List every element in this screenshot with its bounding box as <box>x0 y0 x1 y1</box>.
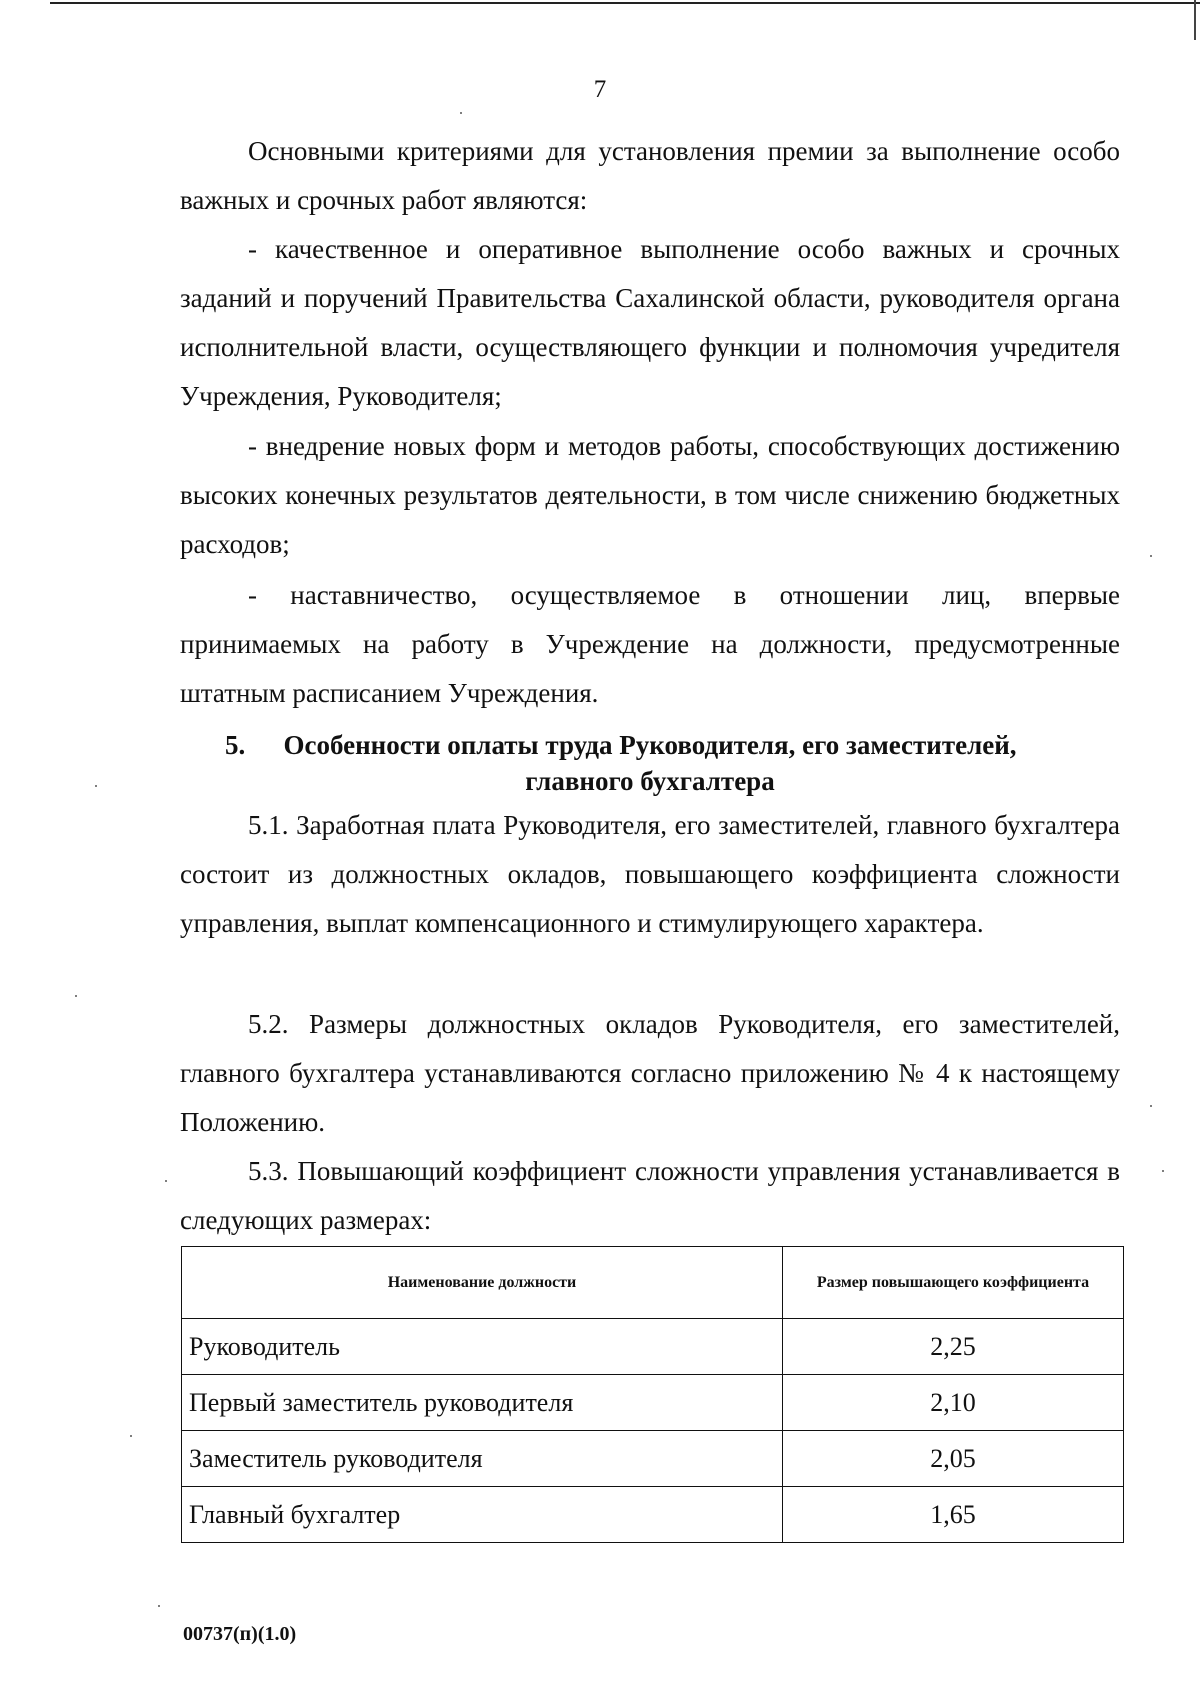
header-coefficient: Размер повышающего коэффициента <box>783 1247 1124 1319</box>
paragraph-criteria-intro: Основными критериями для установления премии за выполнение особо важных и срочных работ являются: <box>180 136 1120 215</box>
scan-right-border <box>1194 0 1196 40</box>
scan-speck <box>75 995 77 997</box>
page-number: 7 <box>593 76 607 103</box>
document-code: 00737(п)(1.0) <box>183 1623 297 1645</box>
row-position-name: Заместитель руководителя <box>182 1431 783 1487</box>
row-coefficient-value: 2,25 <box>783 1319 1124 1375</box>
clause-5-3: 5.3. Повышающий коэффициент сложности управления устанавливается в следующих размерах: <box>180 1156 1120 1235</box>
row-coefficient-value: 1,65 <box>783 1487 1124 1543</box>
row-position-name: Руководитель <box>182 1319 783 1375</box>
scan-speck <box>165 1180 167 1182</box>
row-coefficient-value: 2,10 <box>783 1375 1124 1431</box>
scan-speck <box>158 1605 160 1607</box>
table-row <box>182 1319 1124 1375</box>
row-position-name: Главный бухгалтер <box>182 1487 783 1543</box>
scan-speck <box>1150 555 1152 557</box>
table-header-row <box>182 1247 1124 1319</box>
table-row <box>182 1375 1124 1431</box>
table-row <box>182 1487 1124 1543</box>
scan-top-border <box>50 2 1200 4</box>
header-position-name: Наименование должности <box>182 1247 783 1319</box>
scan-speck <box>130 1435 132 1437</box>
scan-speck <box>95 785 97 787</box>
row-position-name: Первый заместитель руководителя <box>182 1375 783 1431</box>
clause-5-2: 5.2. Размеры должностных окладов Руководителя, его заместителей, главного бухгалтера устанавливаются согласно приложению № 4 к настоящему Положению. <box>180 1009 1120 1137</box>
paragraph-criterion-3: - наставничество, осуществляемое в отношении лиц, впервые принимаемых на работу в Учреждение на должности, предусмотренные штатным расписанием Учреждения. <box>180 580 1120 708</box>
row-coefficient-value: 2,05 <box>783 1431 1124 1487</box>
clause-5-1: 5.1. Заработная плата Руководителя, его заместителей, главного бухгалтера состоит из должностных окладов, повышающего коэффициента сложности управления, выплат компенсационного и стимулирующего характера. <box>180 810 1120 938</box>
scan-speck <box>1162 1170 1164 1172</box>
scan-speck <box>460 112 462 114</box>
table-row <box>182 1431 1124 1487</box>
section-number: 5. <box>225 730 246 760</box>
paragraph-criterion-1: - качественное и оперативное выполнение особо важных и срочных заданий и поручений Правительства Сахалинской области, руководителя органа исполнительной власти, осуществляющего функции и полномочия учредителя Учреждения, Руководителя; <box>180 234 1120 411</box>
section-title-line-2: главного бухгалтера <box>525 766 775 796</box>
section-title-line-1: Особенности оплаты труда Руководителя, его заместителей, <box>283 730 1017 760</box>
scan-speck <box>1150 1105 1152 1107</box>
coefficient-table <box>181 1246 1124 1543</box>
paragraph-criterion-2: - внедрение новых форм и методов работы, способствующих достижению высоких конечных результатов деятельности, в том числе снижению бюджетных расходов; <box>180 431 1120 559</box>
section-heading <box>180 727 1120 799</box>
